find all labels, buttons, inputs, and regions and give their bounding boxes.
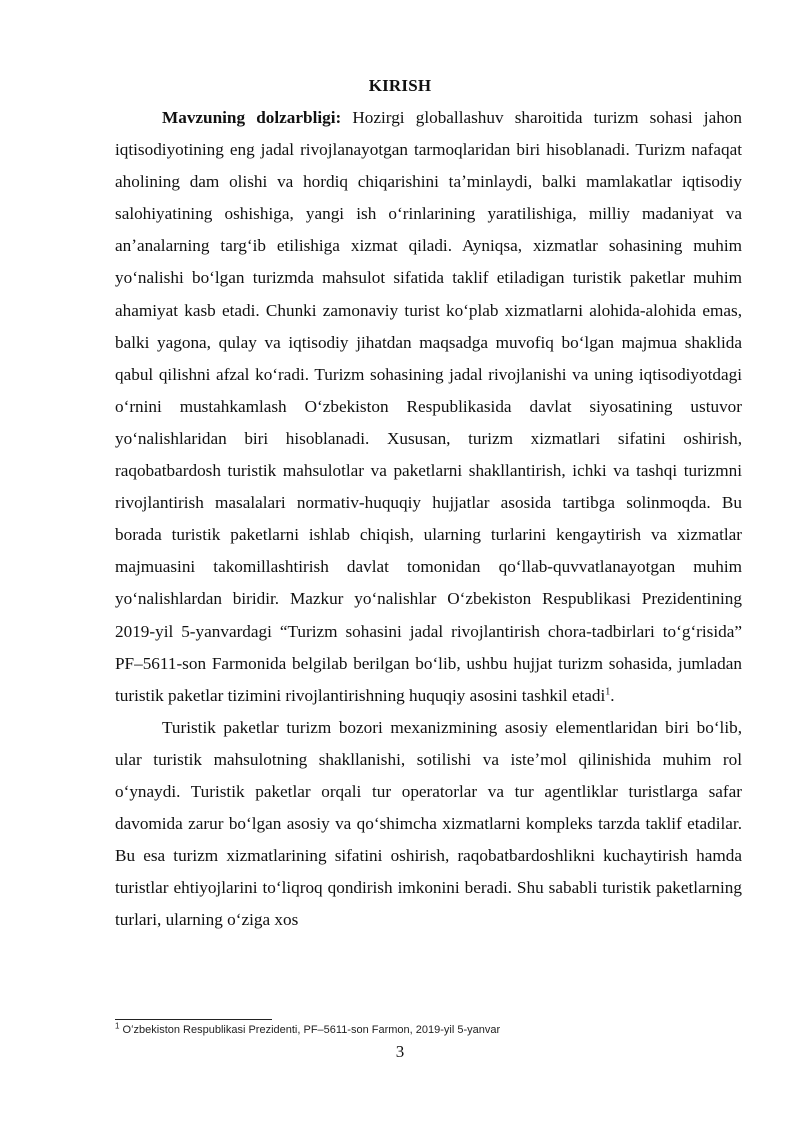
body-text [115, 102, 742, 936]
footnote [115, 1021, 501, 1036]
paragraph-tail: . [610, 685, 615, 705]
footnote-text: Oʻzbekiston Respublikasi Prezidenti, PF–5611-son Farmon, 2019-yil 5-yanvar [119, 1024, 501, 1036]
paragraph-lead: Mavzuning dolzarbligi: [162, 108, 342, 127]
section-heading: KIRISH [368, 76, 432, 95]
footnote-separator [115, 1019, 272, 1020]
paragraph-relevance [115, 102, 742, 712]
paragraph-text: Hozirgi globallashuv sharoitida turizm sohasi jahon iqtisodiyotining eng jadal rivojlanayotgan tarmoqlaridan biri hisoblanadi. Turizm nafaqat aholining dam olishi va hordiq chiqarishini taʼminlaydi, balki mamlakatlar iqtisodiy salohiyatining oshishiga, yangi ish oʻrinlarining yaratilishiga, milliy madaniyat va anʼanalarning targʻib etilishiga xizmat qiladi. Ayniqsa, xizmatlar sohasining muhim yoʻnalishi boʻlgan turizmda mahsulot sifatida taklif etiladigan turistik paketlar muhim ahamiyat kasb etadi. Chunki zamonaviy turist koʻplab xizmatlarni alohida-alohida emas, balki yagona, qulay va iqtisodiy jihatdan maqsadga muvofiq boʻlgan majmua shaklida qabul qilishni afzal koʻradi. Turizm sohasining jadal rivojlanishi va uning iqtisodiyotdagi oʻrnini mustahkamlash Oʻzbekiston Respublikasida davlat siyosatining ustuvor yoʻnalishlaridan biri hisoblanadi. Xususan, turizm xizmatlari sifatini oshirish, raqobatbardosh turistik mahsulotlar va paketlarni shakllantirish, ichki va tashqi turizmni rivojlantirish masalalari normativ-huquqiy hujjatlar asosida tartibga solinmoqda. Bu borada turistik paketlarni ishlab chiqish, ularning turlarini kengaytirish va xizmatlar majmuasini takomillashtirish davlat tomonidan qoʻllab-quvvatlanayotgan muhim yoʻnalishlardan biridir. Mazkur yoʻnalishlar Oʻzbekiston Respublikasi Prezidentining 2019-yil 5-yanvardagi “Turizm sohasini jadal rivojlantirish chora-tadbirlari toʻgʻrisida” PF–5611-son Farmonida belgilab berilgan boʻlib, ushbu hujjat turizm sohasida, jumladan turistik paketlar tizimini rivojlantirishning huquqiy asosini tashkil etadi [115, 108, 742, 705]
paragraph-tour-packages [115, 712, 742, 937]
footnote-reference: 1 [605, 685, 611, 697]
page-number: 3 [395, 1042, 405, 1061]
footnote-mark: 1 [115, 1021, 120, 1031]
paragraph-text: Turistik paketlar turizm bozori mexanizmining asosiy elementlaridan biri boʻlib, ular turistik mahsulotning shakllanishi, sotilishi va isteʼmol qilinishida muhim rol oʻynaydi. Turistik paketlar orqali tur operatorlar va tur agentliklar turistlarga safar davomida zarur boʻlgan asosiy va qoʻshimcha xizmatlarni kompleks tarzda taklif etadilar. Bu esa turizm xizmatlarining sifatini oshirish, raqobatbardoshlikni kuchaytirish hamda turistlar ehtiyojlarini toʻliqroq qondirish imkonini beradi. Shu sababli turistik paketlarning turlari, ularning oʻziga xos [115, 717, 742, 930]
